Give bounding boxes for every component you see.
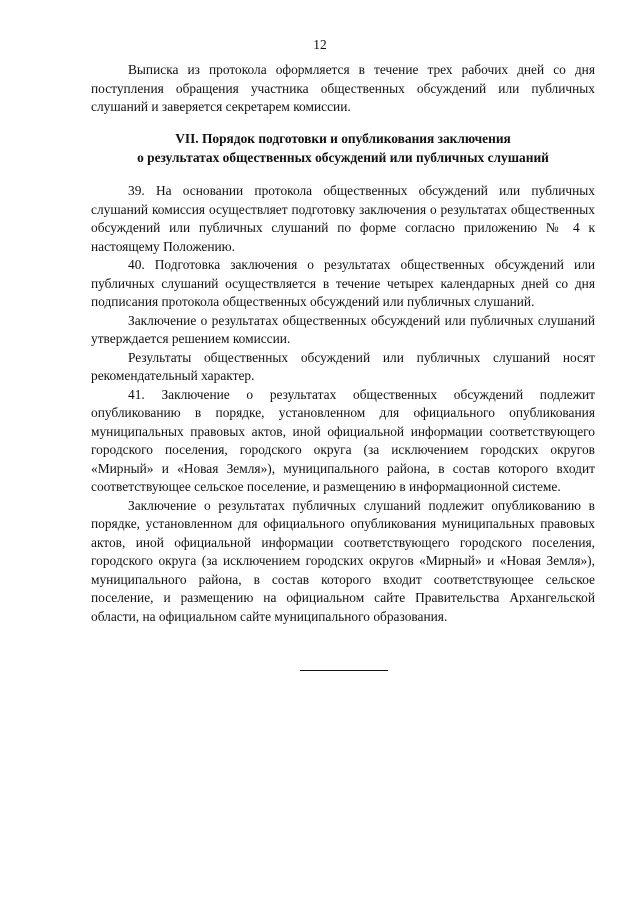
section-heading-line-1: VII. Порядок подготовки и опубликования заключения [175, 131, 511, 146]
paragraph-40: 40. Подготовка заключения о результатах общественных обсуждений или публичных слушаний осуществляется в течение четырех календарных дней со дня подписания протокола общественных обсуждений или публичных слушаний. [91, 257, 595, 309]
paragraph-39: 39. На основании протокола общественных обсуждений или публичных слушаний комиссия осуществляет подготовку заключения о результатах общественных обсуждений или публичных слушаний по форме согласно приложению № 4 к настоящему Положению. [91, 183, 595, 254]
section-heading-line-2: о результатах общественных обсуждений или публичных слушаний [137, 149, 549, 165]
section-heading [91, 130, 595, 167]
intro-text [91, 61, 595, 117]
end-of-document-rule [300, 670, 388, 671]
section-body [91, 182, 595, 626]
paragraph-41: 41. Заключение о результатах общественных обсуждений подлежит опубликованию в порядке, установленном для официального опубликования муниципальных правовых актов, иной официальной информации соответствующего городского поселения, городского округа (за исключением городских округов «Мирный» и «Новая Земля»), муниципального района, в состав которого входит соответствующее сельское поселение, и размещению в информационной системе. [91, 386, 595, 494]
paragraph-conclusion-approval: Заключение о результатах общественных обсуждений или публичных слушаний утверждается решением комиссии. [91, 312, 595, 346]
paragraph-public-hearings-publication: Заключение о результатах публичных слушаний подлежит опубликованию в порядке, установленном для официального опубликования муниципальных правовых актов, иной официальной информации соответствующего городского поселения, городского округа (за исключением городских округов «Мирный» и «Новая Земля»), муниципального района, в состав которого входит соответствующее сельское поселение, и размещению на официальном сайте Правительства Архангельской области, на официальном сайте муниципального образования. [91, 497, 595, 624]
paragraph-protocol-extract: Выписка из протокола оформляется в течение трех рабочих дней со дня поступления обращения участника общественных обсуждений или публичных слушаний и заверяется секретарем комиссии. [91, 62, 595, 114]
paragraph-results-advisory: Результаты общественных обсуждений или публичных слушаний носят рекомендательный характер. [91, 349, 595, 383]
page-number: 12 [313, 37, 327, 52]
